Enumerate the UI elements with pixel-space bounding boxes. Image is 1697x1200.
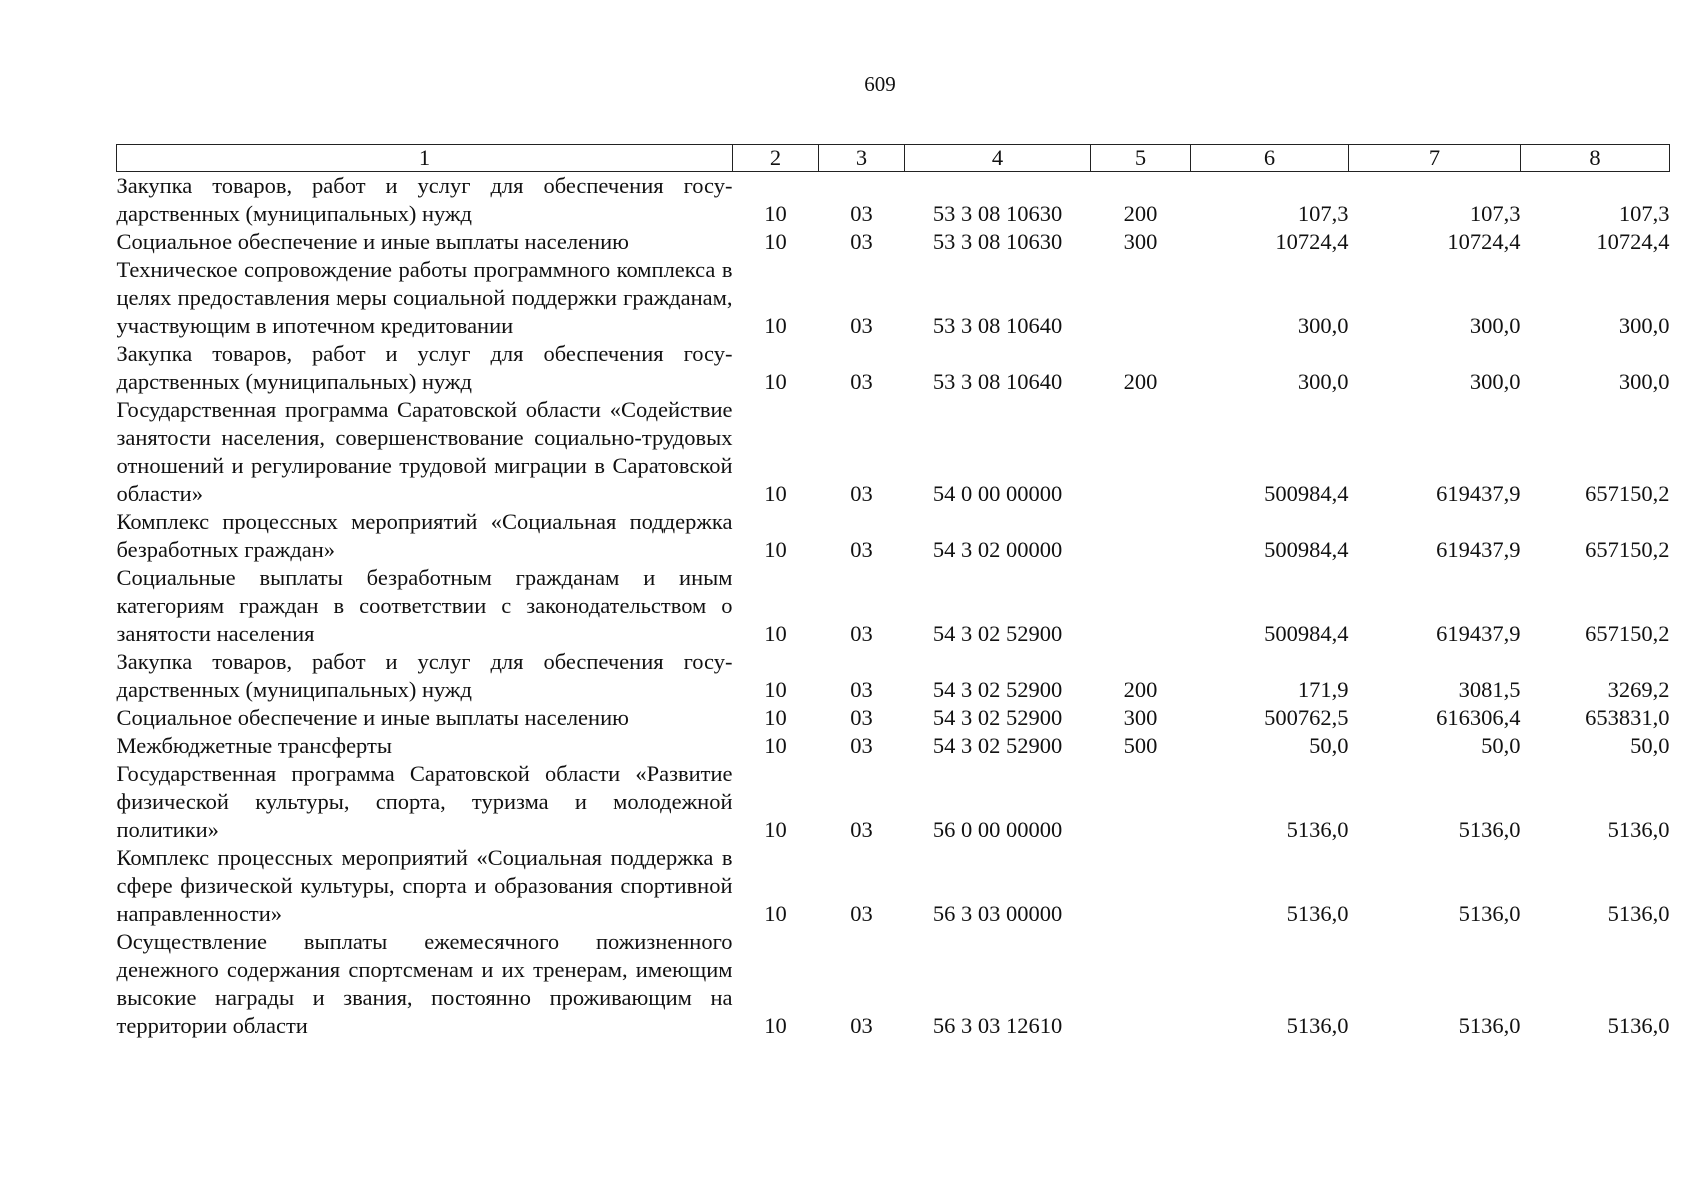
- cell-target-article: 54 3 02 52900: [932, 705, 1063, 730]
- header-col-7: 7: [1349, 145, 1521, 172]
- cell-target-article: 53 3 08 10640: [932, 369, 1063, 394]
- cell-target-article: 56 0 00 00000: [932, 817, 1063, 842]
- cell-amount-col8: 5136,0: [1607, 901, 1670, 926]
- table-header: [117, 145, 1670, 172]
- cell-amount-col8: 5136,0: [1607, 1013, 1670, 1038]
- cell-amount-col6: 107,3: [1297, 201, 1349, 226]
- table-row: [117, 340, 1670, 396]
- cell-amount-col7: 300,0: [1469, 369, 1521, 394]
- cell-subsection: 03: [850, 313, 873, 338]
- cell-amount-col7: 616306,4: [1436, 705, 1521, 730]
- row-description: Социальное обеспечение и иные выплаты населению: [116, 705, 629, 730]
- cell-expense-type: [1091, 508, 1191, 564]
- cell-expense-type: 500: [1123, 733, 1158, 758]
- cell-amount-col7: 50,0: [1481, 733, 1521, 758]
- table-row: [117, 928, 1670, 1040]
- cell-section: 10: [764, 1013, 787, 1038]
- cell-amount-col6: 171,9: [1297, 677, 1349, 702]
- cell-target-article: 54 3 02 00000: [932, 537, 1063, 562]
- table-row: [117, 508, 1670, 564]
- table-row: [117, 396, 1670, 508]
- row-description: Комплекс процессных мероприятий «Социальная поддержка безработных граждан»: [116, 509, 733, 562]
- cell-amount-col7: 10724,4: [1447, 229, 1521, 254]
- row-description: Комплекс процессных мероприятий «Социальная поддержка в сфере физической культуры, спорта и образования спортивной направленности»: [116, 845, 733, 926]
- cell-expense-type: [1091, 760, 1191, 844]
- row-description: Закупка товаров, работ и услуг для обеспечения государственных (муниципальных) нужд: [116, 649, 733, 702]
- cell-amount-col8: 5136,0: [1607, 817, 1670, 842]
- cell-section: 10: [764, 901, 787, 926]
- cell-amount-col7: 5136,0: [1458, 1013, 1521, 1038]
- cell-expense-type: [1091, 396, 1191, 508]
- header-row: [117, 145, 1670, 172]
- cell-target-article: 53 3 08 10630: [932, 229, 1063, 254]
- cell-amount-col7: 619437,9: [1436, 537, 1521, 562]
- row-description: Закупка товаров, работ и услуг для обеспечения государственных (муниципальных) нужд: [116, 173, 733, 226]
- row-description: Осуществление выплаты ежемесячного пожизненного денежного содержания спортсменам и их тренерам, имеющим высокие награды и звания, постоянно проживающим на территории области: [116, 929, 733, 1038]
- cell-amount-col8: 657150,2: [1585, 621, 1670, 646]
- row-description: Межбюджетные трансферты: [116, 733, 392, 758]
- cell-target-article: 54 3 02 52900: [932, 677, 1063, 702]
- table-row: [117, 172, 1670, 229]
- cell-expense-type: [1091, 256, 1191, 340]
- cell-subsection: 03: [850, 621, 873, 646]
- cell-section: 10: [764, 817, 787, 842]
- cell-amount-col8: 107,3: [1618, 201, 1670, 226]
- cell-expense-type: 200: [1123, 369, 1158, 394]
- cell-target-article: 53 3 08 10630: [932, 201, 1063, 226]
- cell-amount-col6: 500762,5: [1264, 705, 1349, 730]
- cell-expense-type: 200: [1123, 677, 1158, 702]
- table-row: [117, 732, 1670, 760]
- cell-subsection: 03: [850, 369, 873, 394]
- cell-target-article: 54 3 02 52900: [932, 621, 1063, 646]
- cell-amount-col7: 300,0: [1469, 313, 1521, 338]
- cell-amount-col6: 500984,4: [1264, 621, 1349, 646]
- cell-expense-type: [1091, 844, 1191, 928]
- cell-expense-type: [1091, 564, 1191, 648]
- budget-table: [116, 144, 1670, 1040]
- cell-amount-col6: 500984,4: [1264, 481, 1349, 506]
- cell-expense-type: [1091, 928, 1191, 1040]
- cell-target-article: 54 3 02 52900: [932, 733, 1063, 758]
- header-col-4: 4: [905, 145, 1091, 172]
- cell-amount-col6: 5136,0: [1286, 901, 1349, 926]
- cell-amount-col8: 300,0: [1618, 369, 1670, 394]
- cell-expense-type: 200: [1123, 201, 1158, 226]
- cell-amount-col8: 657150,2: [1585, 481, 1670, 506]
- header-col-1: 1: [117, 145, 733, 172]
- table-row: [117, 256, 1670, 340]
- cell-subsection: 03: [850, 229, 873, 254]
- cell-section: 10: [764, 481, 787, 506]
- cell-amount-col6: 500984,4: [1264, 537, 1349, 562]
- cell-target-article: 56 3 03 12610: [932, 1013, 1063, 1038]
- cell-section: 10: [764, 537, 787, 562]
- cell-expense-type: 300: [1123, 705, 1158, 730]
- header-col-3: 3: [819, 145, 905, 172]
- cell-expense-type: 300: [1123, 229, 1158, 254]
- cell-subsection: 03: [850, 481, 873, 506]
- cell-section: 10: [764, 621, 787, 646]
- cell-amount-col8: 653831,0: [1585, 705, 1670, 730]
- table-row: [117, 844, 1670, 928]
- cell-section: 10: [764, 369, 787, 394]
- cell-amount-col6: 10724,4: [1275, 229, 1349, 254]
- cell-amount-col6: 300,0: [1297, 313, 1349, 338]
- cell-target-article: 53 3 08 10640: [932, 313, 1063, 338]
- cell-amount-col8: 657150,2: [1585, 537, 1670, 562]
- cell-amount-col6: 5136,0: [1286, 817, 1349, 842]
- cell-amount-col6: 300,0: [1297, 369, 1349, 394]
- cell-amount-col7: 619437,9: [1436, 621, 1521, 646]
- row-description: Техническое сопровождение работы программного комплекса в целях предоставления меры социальной поддержки гражданам, участвующим в ипотечном кредитовании: [116, 257, 733, 338]
- page-number: 609: [864, 72, 896, 96]
- cell-subsection: 03: [850, 817, 873, 842]
- cell-subsection: 03: [850, 705, 873, 730]
- cell-amount-col7: 619437,9: [1436, 481, 1521, 506]
- cell-amount-col7: 5136,0: [1458, 817, 1521, 842]
- cell-subsection: 03: [850, 677, 873, 702]
- row-description: Государственная программа Саратовской области «Содействие занятости населения, совершенствование социально-трудовых отношений и регулирование трудовой миграции в Саратовской области»: [116, 397, 733, 506]
- cell-amount-col8: 3269,2: [1607, 677, 1670, 702]
- header-col-5: 5: [1091, 145, 1191, 172]
- row-description: Социальное обеспечение и иные выплаты населению: [116, 229, 629, 254]
- header-col-6: 6: [1191, 145, 1349, 172]
- table-body: [117, 172, 1670, 1041]
- cell-amount-col7: 107,3: [1469, 201, 1521, 226]
- cell-section: 10: [764, 229, 787, 254]
- cell-target-article: 56 3 03 00000: [932, 901, 1063, 926]
- cell-subsection: 03: [850, 537, 873, 562]
- cell-section: 10: [764, 733, 787, 758]
- table-row: [117, 760, 1670, 844]
- table-row: [117, 704, 1670, 732]
- cell-section: 10: [764, 705, 787, 730]
- table-row: [117, 648, 1670, 704]
- row-description: Закупка товаров, работ и услуг для обеспечения государственных (муниципальных) нужд: [116, 341, 733, 394]
- table-row: [117, 564, 1670, 648]
- cell-subsection: 03: [850, 901, 873, 926]
- cell-target-article: 54 0 00 00000: [932, 481, 1063, 506]
- cell-section: 10: [764, 677, 787, 702]
- cell-subsection: 03: [850, 201, 873, 226]
- cell-subsection: 03: [850, 733, 873, 758]
- cell-section: 10: [764, 201, 787, 226]
- cell-amount-col6: 50,0: [1309, 733, 1349, 758]
- cell-amount-col8: 300,0: [1618, 313, 1670, 338]
- header-col-2: 2: [733, 145, 819, 172]
- header-col-8: 8: [1521, 145, 1670, 172]
- cell-amount-col7: 5136,0: [1458, 901, 1521, 926]
- row-description: Государственная программа Саратовской области «Развитие физической культуры, спорта, туризма и молодежной политики»: [116, 761, 733, 842]
- cell-amount-col7: 3081,5: [1458, 677, 1521, 702]
- cell-subsection: 03: [850, 1013, 873, 1038]
- cell-amount-col6: 5136,0: [1286, 1013, 1349, 1038]
- cell-amount-col8: 10724,4: [1596, 229, 1670, 254]
- cell-section: 10: [764, 313, 787, 338]
- row-description: Социальные выплаты безработным гражданам и иным категориям граждан в соответствии с законодательством о занятости населения: [116, 565, 733, 646]
- cell-amount-col8: 50,0: [1630, 733, 1670, 758]
- table-row: [117, 228, 1670, 256]
